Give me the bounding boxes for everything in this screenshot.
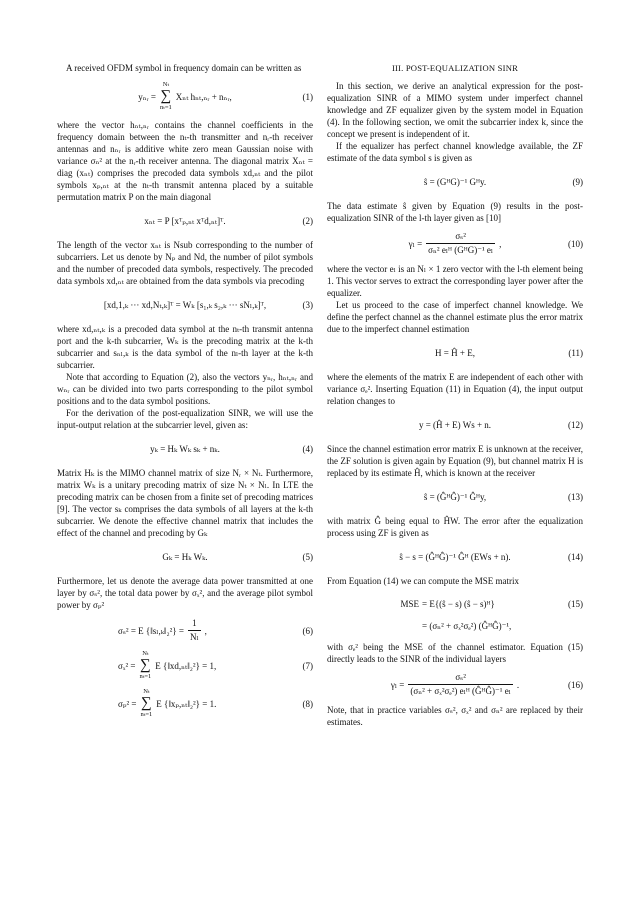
sum-upper-limit: Nₜ xyxy=(143,688,150,695)
fraction-numerator: σₛ² xyxy=(455,231,466,241)
equation-tail: , xyxy=(204,625,207,636)
paragraph: In this section, we derive an analytical expression for the post-equalization SINR of a MIMO system under imperfect channel knowledge and ZF equalizer given by the system model in Equation (4). In the following section, we omit the subcarrier index k, since the concept we present is independent of it. xyxy=(327,81,583,139)
equation-5 xyxy=(57,550,313,564)
equation-number: (8) xyxy=(302,698,313,709)
equation-rhs: E {‖xd,ₙₜ‖₂²} = 1, xyxy=(155,660,217,671)
paragraph: A received OFDM symbol in frequency domain can be written as xyxy=(66,63,302,73)
sum-sign: ∑ xyxy=(160,88,172,104)
equation-rhs-line-1: = E{(ŝ − s) (ŝ − s)ᴴ} xyxy=(422,599,495,609)
equation-expression: yₖ = Hₖ Wₖ sₖ + nₖ. xyxy=(150,444,220,454)
equation-rhs: Xₙₜ hₙₜ,ₙᵣ + nₙᵣ, xyxy=(175,91,232,102)
right-column xyxy=(327,62,583,728)
equation-12 xyxy=(327,418,583,432)
sum-sign: ∑ xyxy=(141,695,152,711)
equation-number: (1) xyxy=(302,91,313,102)
equation-number: (2) xyxy=(302,216,313,226)
equation-lhs: σₛ² = E {‖sₗ,ₖ‖₂²} = xyxy=(118,625,184,636)
paragraph: Note, that in practice variables σₛ², σₓ² and σₙ² are replaced by their estimates. xyxy=(327,705,583,727)
equation-9 xyxy=(327,175,583,189)
paragraph: with σₑ² being the MSE of the channel estimator. Equation (15) directly leads to the SINR of the individual layers xyxy=(327,642,583,664)
equation-number: (4) xyxy=(302,444,313,454)
equation-number: (6) xyxy=(302,625,313,636)
equation-lhs: yₙᵣ = xyxy=(138,91,157,102)
equation-number: (11) xyxy=(568,348,583,358)
equation-number: (7) xyxy=(302,660,313,671)
equation-expression: ŝ = (ĜᴴĜ)⁻¹ Ĝᴴy, xyxy=(423,492,487,502)
section-heading: III. POST-EQUALIZATION SINR xyxy=(391,63,519,73)
equation-rhs-line-2: = (σₙ² + σₓ²σₑ²) (ĜᴴĜ)⁻¹, xyxy=(422,621,512,631)
equation-number: (16) xyxy=(568,679,583,690)
equation-number: (3) xyxy=(302,300,313,310)
paragraph: where the elements of the matrix E are independent of each other with variance σₑ². Inserting Equation (11) in Equation (4), the input output relation changes to xyxy=(327,372,583,406)
equation-lhs: σₚ² = xyxy=(118,698,137,709)
paragraph: The length of the vector xₙₜ is Nsub corresponding to the number of subcarriers. Let us denote by Nₚ and Nd, the number of pilot symbols and the number of precoded data symbols, respectively. The precoded data symbols xd,ₙₜ are obtained from the data symbols via precoding xyxy=(57,240,313,286)
equation-16 xyxy=(327,672,583,697)
fraction-denominator: Nₗ xyxy=(189,632,199,642)
equation-expression: ŝ = (GᴴG)⁻¹ Gᴴy. xyxy=(423,177,487,187)
summation xyxy=(160,81,172,112)
sum-sign: ∑ xyxy=(140,657,151,673)
equation-lhs: γₗ = xyxy=(390,679,405,690)
equation-10 xyxy=(327,231,583,256)
equation-8 xyxy=(57,688,313,719)
sum-lower-limit: nₜ=1 xyxy=(140,711,153,718)
paragraph: Furthermore, let us denote the average data power transmitted at one layer by σₛ², the total data power by σₓ², and the average pilot symbol power by σₚ² xyxy=(57,576,313,610)
equation-lhs: MSE xyxy=(400,599,419,609)
equation-tail: , xyxy=(499,238,502,249)
equation-number: (15) xyxy=(568,599,583,609)
equation-expression: Gₖ = Hₖ Wₖ. xyxy=(162,552,208,562)
equation-tail: . xyxy=(516,679,520,690)
equation-number: (14) xyxy=(568,552,583,562)
paragraph: Since the channel estimation error matrix E is unknown at the receiver, the ZF solution is given again by Equation (9), but channel matrix H is replaced by its estimate Ĥ, which is known at the receiver xyxy=(327,444,583,478)
equation-number: (12) xyxy=(568,420,583,430)
fraction xyxy=(408,672,513,697)
equation-lhs: γₗ = xyxy=(408,238,423,249)
equation-lhs-empty xyxy=(327,619,422,633)
fraction xyxy=(188,618,201,643)
equation-6 xyxy=(57,618,313,643)
fraction-denominator: (σₙ² + σₓ²σₑ²) eₗᴴ (ĜᴴĜ)⁻¹ eₗ xyxy=(410,686,511,696)
paragraph: where the vector eₗ is an Nₗ × 1 zero vector with the l-th element being 1. This vector serves to extract the corresponding layer power after the equalizer. xyxy=(327,264,583,298)
left-column xyxy=(57,62,313,726)
fraction-numerator: 1 xyxy=(192,618,197,628)
equation-2 xyxy=(57,214,313,228)
equation-lhs: σₓ² = xyxy=(118,660,136,671)
summation xyxy=(140,650,152,681)
paragraph: where the vector hₙₜ,ₙᵣ contains the channel coefficients in the frequency domain between the nₜ-th transmitter and nᵣ-th receiver antennas and nₙᵣ is additive white zero mean Gaussian noise with variance σₙ² at the nᵣ-th receiver antenna. The diagonal matrix Xₙₜ = diag (xₙₜ) comprises the precoded data symbols xd,ₙₜ and the pilot symbols xₚ,ₙₜ at the nₜ-th transmit antenna placed by a suitable permutation matrix P on the main diagonal xyxy=(57,120,313,202)
paragraph: Let us proceed to the case of imperfect channel knowledge. We define the perfect channel as the channel estimate plus the error matrix due to the imperfect channel estimation xyxy=(327,300,583,334)
sum-upper-limit: Nₜ xyxy=(162,81,170,88)
paragraph: with matrix Ĝ being equal to ĤW. The error after the equalization process using ZF is given as xyxy=(327,516,583,538)
equation-7 xyxy=(57,650,313,681)
paragraph: For the derivation of the post-equalization SINR, we will use the input-output relation at the subcarrier level, given as: xyxy=(57,408,313,430)
equation-15 xyxy=(327,597,583,633)
paragraph: From Equation (14) we can compute the MSE matrix xyxy=(327,576,519,586)
equation-expression: y = (Ĥ + E) Ws + n. xyxy=(418,420,492,430)
sum-upper-limit: Nₜ xyxy=(142,650,149,657)
equation-4 xyxy=(57,442,313,456)
paragraph: If the equalizer has perfect channel knowledge available, the ZF estimate of the data symbol s is given as xyxy=(327,141,583,163)
equation-3 xyxy=(57,298,313,312)
equation-rhs: E {‖xₚ,ₙₜ‖₂²} = 1. xyxy=(156,698,217,709)
equation-number: (10) xyxy=(568,238,583,249)
equation-expression: [xd,1,ₖ ··· xd,Nₜ,ₖ]ᵀ = Wₖ [s₁,ₖ s₂,ₖ ··· sNₗ,ₖ]ᵀ, xyxy=(103,300,267,310)
fraction-numerator: σₛ² xyxy=(455,672,466,682)
equation-13 xyxy=(327,490,583,504)
summation xyxy=(140,688,152,719)
equation-11 xyxy=(327,346,583,360)
paragraph: Note that according to Equation (2), also the vectors yₙᵣ, hₙₜ,ₙᵣ and wₙᵣ can be divided into two parts corresponding to the pilot symbol positions and to the data symbol positions. xyxy=(57,372,313,406)
equation-1 xyxy=(57,81,313,112)
equation-14 xyxy=(327,550,583,564)
sum-lower-limit: nₜ=1 xyxy=(139,673,152,680)
equation-number: (5) xyxy=(302,552,313,562)
equation-expression: ŝ − s = (ĜᴴĜ)⁻¹ Ĝᴴ (EWs + n). xyxy=(399,552,511,562)
equation-number: (13) xyxy=(568,492,583,502)
fraction xyxy=(426,231,495,256)
paragraph: The data estimate ŝ given by Equation (9) results in the post-equalization SINR of the l-th layer given as [10] xyxy=(327,201,583,223)
equation-number: (9) xyxy=(572,177,583,187)
paragraph: where xd,ₙₜ,ₖ is a precoded data symbol at the nₜ-th transmit antenna port and the k-th subcarrier, Wₖ is the precoding matrix at the k-th subcarrier and sₙₗ,ₖ is the data symbol of the nₗ-th layer at the k-th subcarrier. xyxy=(57,324,313,370)
sum-lower-limit: nₜ=1 xyxy=(160,104,172,111)
equation-expression: H = Ĥ + E, xyxy=(435,348,475,358)
paragraph: Matrix Hₖ is the MIMO channel matrix of size Nᵣ × Nₜ. Furthermore, matrix Wₖ is a unitary precoding matrix of size Nₜ × Nₗ. In LTE the precoding matrix can be chosen from a finite set of precoding matrices [9]. The vector sₖ comprises the data symbols of all layers at the k-th subcarrier. We denote the effective channel matrix that includes the effect of the channel and precoding by Gₖ xyxy=(57,468,313,538)
equation-expression: xₙₜ = P [xᵀₚ,ₙₜ xᵀd,ₙₜ]ᵀ. xyxy=(144,216,226,226)
fraction-denominator: σₙ² eₗᴴ (GᴴG)⁻¹ eₗ xyxy=(428,245,494,255)
